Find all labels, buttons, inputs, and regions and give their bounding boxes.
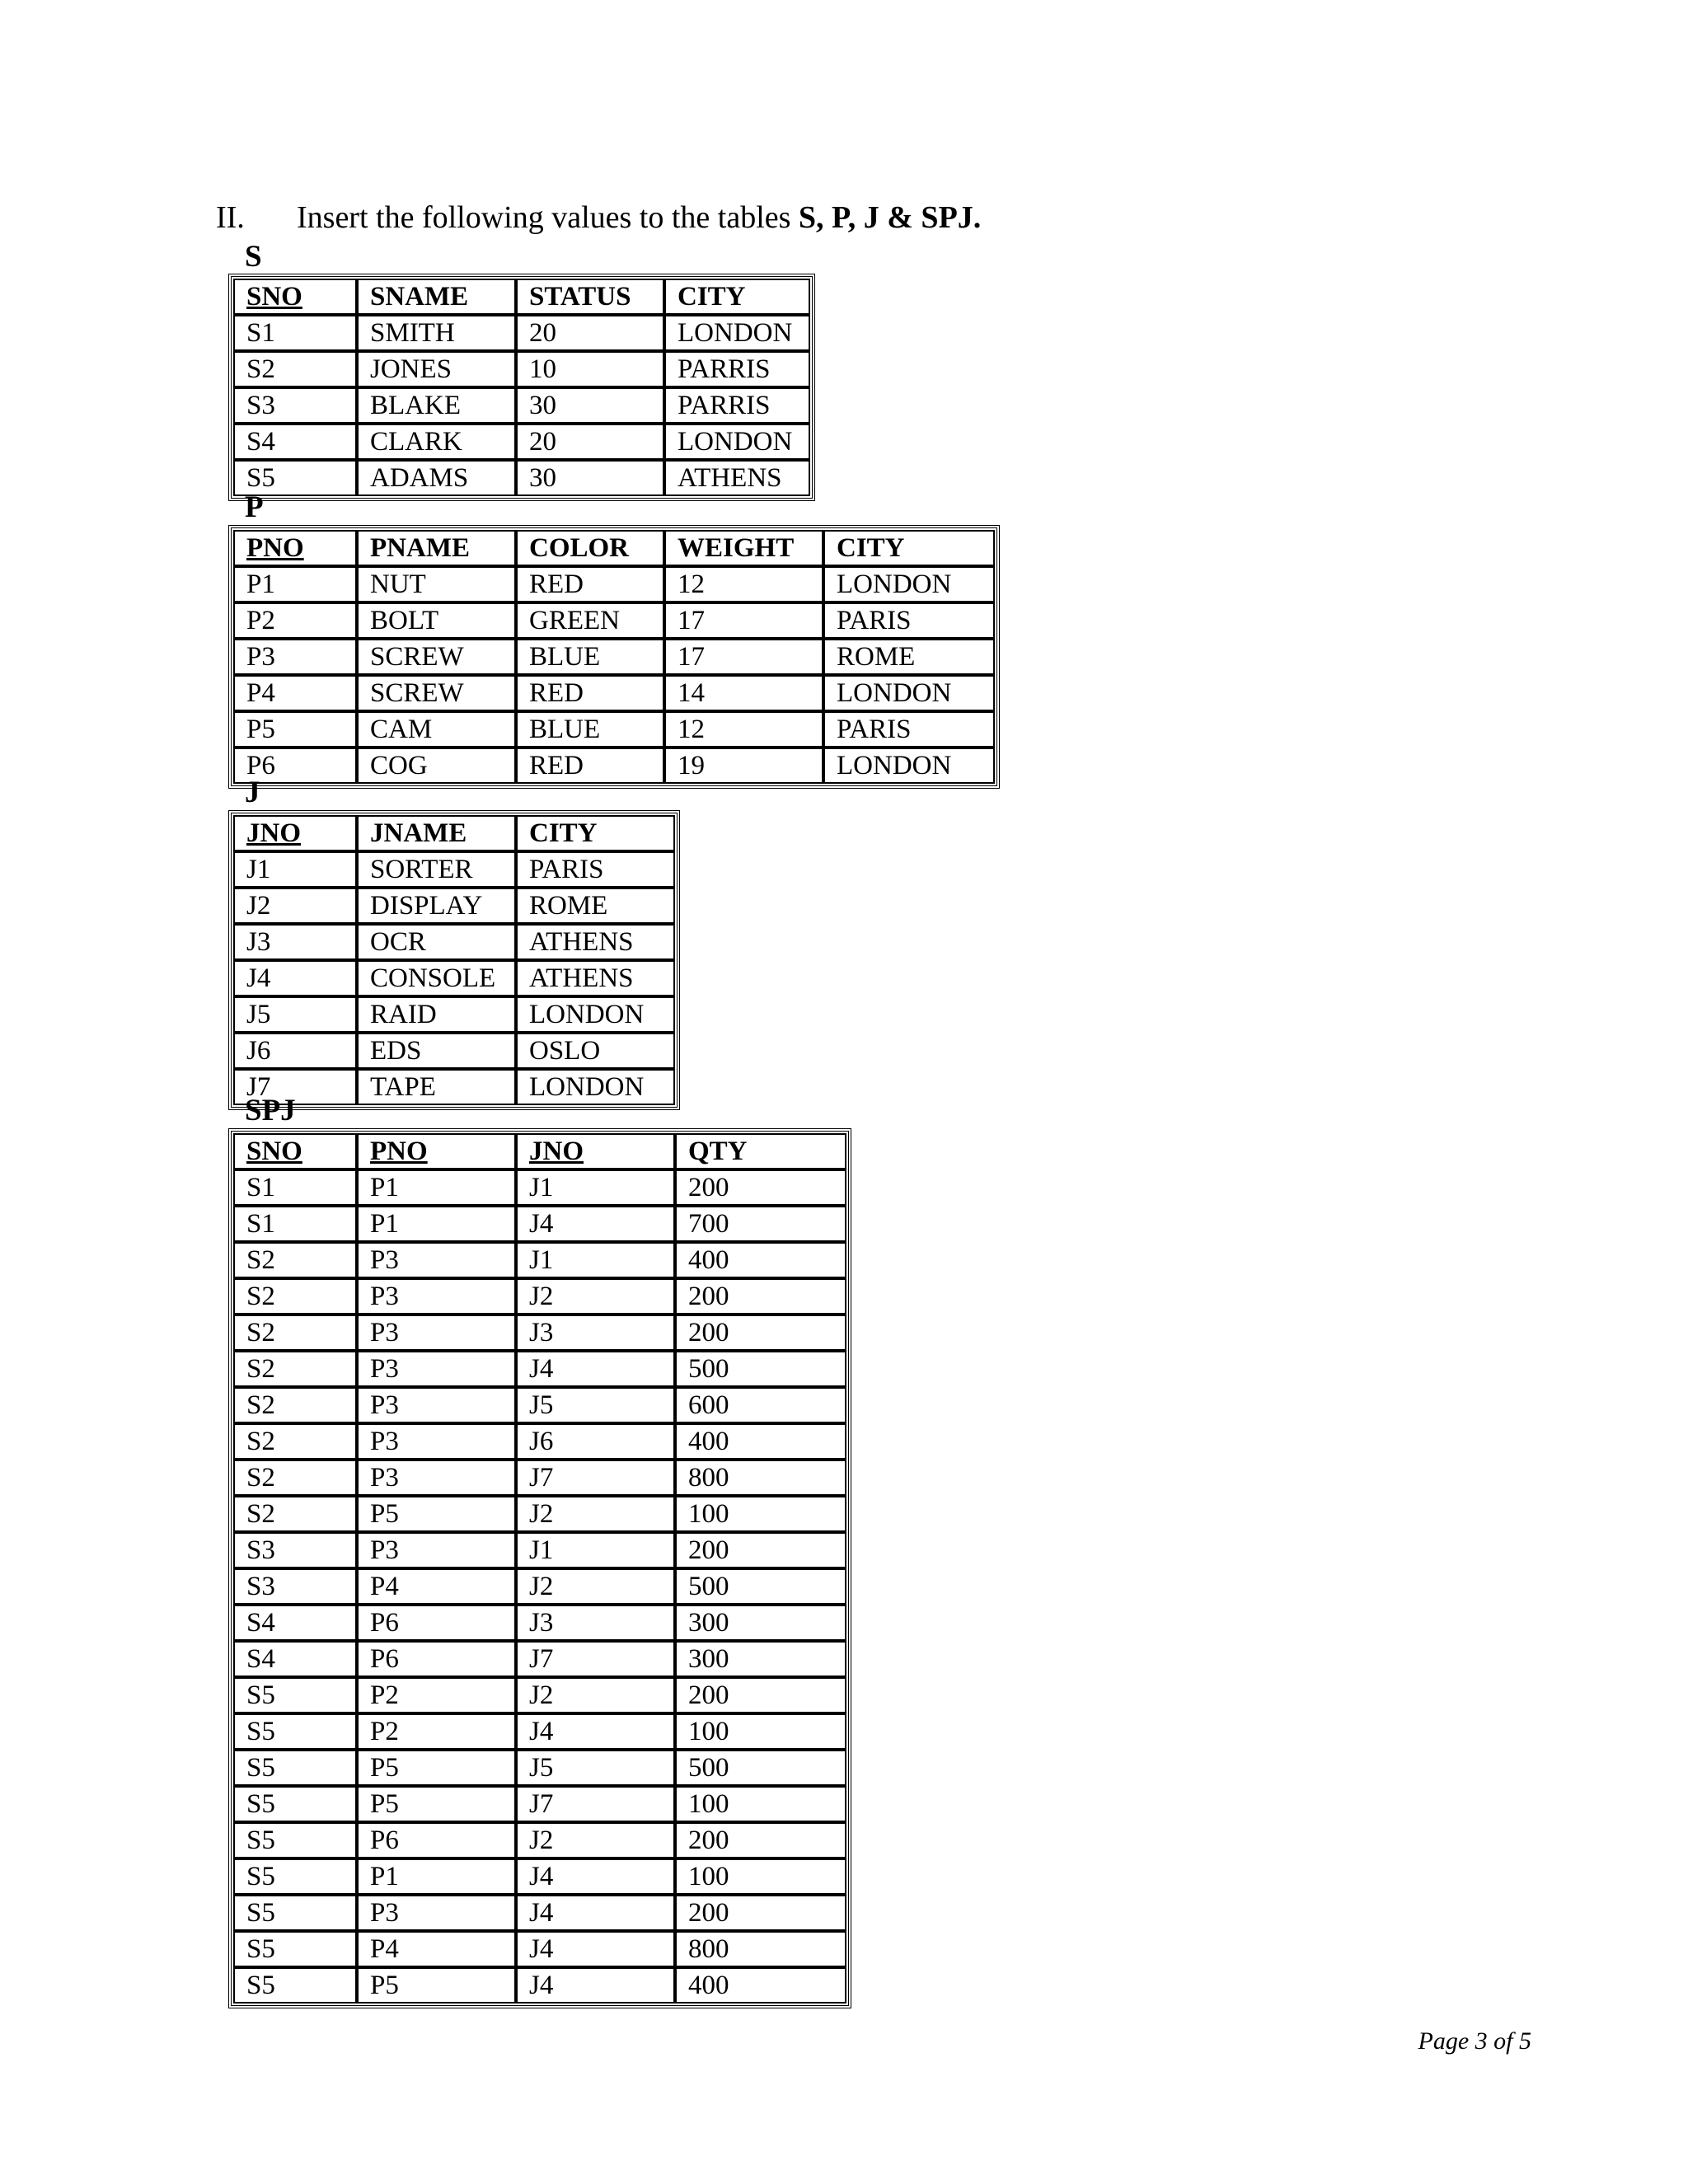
table-row: [233, 1496, 846, 1532]
table-cell: P1: [357, 1169, 516, 1206]
table-cell: BOLT: [357, 602, 516, 639]
table-cell: 300: [675, 1605, 846, 1641]
table-cell: PARIS: [823, 602, 995, 639]
table-cell: P5: [357, 1967, 516, 2004]
table-cell: P5: [233, 711, 357, 748]
table-cell: J7: [233, 1069, 357, 1105]
table-row: [233, 639, 995, 675]
table-cell: S1: [233, 1169, 357, 1206]
table-cell: 300: [675, 1641, 846, 1677]
table-cell: P6: [357, 1605, 516, 1641]
column-header: SNAME: [357, 279, 516, 315]
table-row: [233, 1460, 846, 1496]
table-row: [233, 748, 995, 784]
table-cell: S2: [233, 1278, 357, 1315]
table-cell: CONSOLE: [357, 960, 516, 996]
table-cell: SCREW: [357, 675, 516, 711]
table-cell: S5: [233, 1713, 357, 1750]
table-cell: P3: [357, 1895, 516, 1931]
table-cell: S2: [233, 1315, 357, 1351]
table-cell: RED: [516, 748, 664, 784]
table-cell: 700: [675, 1206, 846, 1242]
table-row: [233, 1532, 846, 1568]
table-cell: J4: [516, 1967, 675, 2004]
table-cell: P5: [357, 1786, 516, 1822]
table-cell: J3: [516, 1315, 675, 1351]
table-header-row: [233, 1133, 846, 1169]
table-header-row: [233, 279, 810, 315]
table-cell: BLUE: [516, 639, 664, 675]
table-row: [233, 996, 675, 1033]
table-row: [233, 1387, 846, 1423]
table-row: [233, 960, 675, 996]
table-cell: J1: [233, 851, 357, 888]
table-cell: S2: [233, 1460, 357, 1496]
table-cell: 400: [675, 1242, 846, 1278]
page-footer: Page 3 of 5: [1418, 2027, 1531, 2055]
table-cell: P3: [357, 1315, 516, 1351]
table-j: [228, 810, 680, 1110]
table-p: [228, 525, 1000, 789]
table-row: [233, 602, 995, 639]
table-row: [233, 424, 810, 460]
table-cell: S5: [233, 1967, 357, 2004]
table-cell: 500: [675, 1750, 846, 1786]
table-row: [233, 1822, 846, 1858]
table-cell: P5: [357, 1750, 516, 1786]
table-cell: S2: [233, 1351, 357, 1387]
table-s: [228, 274, 815, 501]
table-cell: J4: [516, 1713, 675, 1750]
table-cell: J4: [516, 1895, 675, 1931]
table-cell: 12: [664, 566, 823, 602]
table-cell: LONDON: [823, 566, 995, 602]
table-cell: S1: [233, 1206, 357, 1242]
column-header: CITY: [664, 279, 810, 315]
table-cell: P1: [357, 1858, 516, 1895]
table-cell: J4: [516, 1931, 675, 1967]
table-row: [233, 1206, 846, 1242]
table-cell: 400: [675, 1423, 846, 1460]
table-row: [233, 1786, 846, 1822]
table-cell: P3: [357, 1423, 516, 1460]
table-cell: P4: [357, 1931, 516, 1967]
table-title-p: P: [245, 490, 264, 524]
table-row: [233, 888, 675, 924]
table-cell: LONDON: [516, 996, 675, 1033]
table-cell: J3: [233, 924, 357, 960]
table-row: [233, 566, 995, 602]
table-cell: P3: [357, 1351, 516, 1387]
table-cell: 800: [675, 1931, 846, 1967]
table-title-j: J: [245, 776, 260, 809]
table-cell: 20: [516, 424, 664, 460]
table-cell: 17: [664, 602, 823, 639]
table-cell: TAPE: [357, 1069, 516, 1105]
table-cell: 800: [675, 1460, 846, 1496]
table-cell: P1: [233, 566, 357, 602]
table-title-s: S: [245, 240, 262, 274]
table-cell: P6: [357, 1822, 516, 1858]
table-row: [233, 1677, 846, 1713]
section-instruction: Insert the following values to the tables: [297, 200, 799, 235]
table-cell: P5: [357, 1496, 516, 1532]
table-cell: J6: [516, 1423, 675, 1460]
table-cell: 17: [664, 639, 823, 675]
table-cell: P6: [233, 748, 357, 784]
table-row: [233, 1242, 846, 1278]
table-cell: S4: [233, 1605, 357, 1641]
table-row: [233, 1169, 846, 1206]
table-cell: SMITH: [357, 315, 516, 351]
table-cell: 30: [516, 460, 664, 496]
table-cell: RED: [516, 675, 664, 711]
table-cell: JONES: [357, 351, 516, 387]
table-cell: P2: [357, 1677, 516, 1713]
table-row: [233, 387, 810, 424]
table-cell: P3: [357, 1242, 516, 1278]
table-cell: 20: [516, 315, 664, 351]
table-row: [233, 1351, 846, 1387]
table-cell: P3: [357, 1460, 516, 1496]
section-number: II.: [216, 200, 245, 235]
table-cell: DISPLAY: [357, 888, 516, 924]
table-cell: S5: [233, 1931, 357, 1967]
table-cell: J1: [516, 1242, 675, 1278]
table-cell: S1: [233, 315, 357, 351]
table-cell: 400: [675, 1967, 846, 2004]
table-header-row: [233, 530, 995, 566]
table-cell: 100: [675, 1496, 846, 1532]
table-cell: COG: [357, 748, 516, 784]
column-header: PNO: [357, 1133, 516, 1169]
column-header: JNO: [233, 815, 357, 851]
table-cell: S2: [233, 1242, 357, 1278]
table-cell: S5: [233, 1895, 357, 1931]
table-cell: J1: [516, 1532, 675, 1568]
table-row: [233, 1931, 846, 1967]
column-header: PNAME: [357, 530, 516, 566]
table-cell: J6: [233, 1033, 357, 1069]
table-cell: 200: [675, 1895, 846, 1931]
table-cell: LONDON: [664, 424, 810, 460]
table-cell: GREEN: [516, 602, 664, 639]
table-row: [233, 675, 995, 711]
table-cell: LONDON: [823, 675, 995, 711]
table-cell: OCR: [357, 924, 516, 960]
table-cell: S3: [233, 387, 357, 424]
table-cell: J5: [516, 1750, 675, 1786]
table-cell: 500: [675, 1351, 846, 1387]
table-row: [233, 1605, 846, 1641]
table-cell: OSLO: [516, 1033, 675, 1069]
table-cell: S5: [233, 460, 357, 496]
table-cell: J7: [516, 1460, 675, 1496]
table-cell: SCREW: [357, 639, 516, 675]
table-row: [233, 351, 810, 387]
table-cell: J7: [516, 1786, 675, 1822]
table-cell: 30: [516, 387, 664, 424]
table-cell: S3: [233, 1568, 357, 1605]
table-row: [233, 851, 675, 888]
table-cell: J2: [516, 1677, 675, 1713]
table-cell: EDS: [357, 1033, 516, 1069]
table-cell: J4: [233, 960, 357, 996]
table-cell: RAID: [357, 996, 516, 1033]
table-cell: ATHENS: [664, 460, 810, 496]
table-cell: S5: [233, 1858, 357, 1895]
table-cell: J2: [516, 1822, 675, 1858]
table-cell: J2: [516, 1568, 675, 1605]
table-cell: SORTER: [357, 851, 516, 888]
table-cell: BLAKE: [357, 387, 516, 424]
column-header: JNO: [516, 1133, 675, 1169]
table-cell: CAM: [357, 711, 516, 748]
table-cell: 200: [675, 1677, 846, 1713]
table-row: [233, 1069, 675, 1105]
table-cell: S5: [233, 1750, 357, 1786]
section-heading: [216, 198, 981, 237]
table-cell: 100: [675, 1858, 846, 1895]
table-row: [233, 924, 675, 960]
table-row: [233, 1895, 846, 1931]
table-cell: P4: [357, 1568, 516, 1605]
table-cell: LONDON: [823, 748, 995, 784]
table-cell: 200: [675, 1278, 846, 1315]
table-header-row: [233, 815, 675, 851]
column-header: QTY: [675, 1133, 846, 1169]
table-cell: S2: [233, 351, 357, 387]
table-cell: S2: [233, 1496, 357, 1532]
table-row: [233, 1858, 846, 1895]
table-row: [233, 1278, 846, 1315]
table-cell: J2: [516, 1496, 675, 1532]
table-cell: NUT: [357, 566, 516, 602]
table-cell: LONDON: [516, 1069, 675, 1105]
table-row: [233, 460, 810, 496]
table-cell: ADAMS: [357, 460, 516, 496]
table-cell: 19: [664, 748, 823, 784]
table-cell: P3: [233, 639, 357, 675]
table-cell: P3: [357, 1278, 516, 1315]
table-cell: 14: [664, 675, 823, 711]
table-cell: S5: [233, 1677, 357, 1713]
table-cell: PARRIS: [664, 351, 810, 387]
table-cell: J4: [516, 1858, 675, 1895]
table-cell: P4: [233, 675, 357, 711]
table-cell: S2: [233, 1387, 357, 1423]
table-row: [233, 1967, 846, 2004]
table-cell: RED: [516, 566, 664, 602]
table-title-spj: SPJ: [245, 1094, 296, 1127]
table-cell: J2: [233, 888, 357, 924]
table-cell: P6: [357, 1641, 516, 1677]
table-cell: P2: [233, 602, 357, 639]
column-header: CITY: [516, 815, 675, 851]
table-cell: ROME: [823, 639, 995, 675]
table-cell: 200: [675, 1315, 846, 1351]
table-cell: BLUE: [516, 711, 664, 748]
table-cell: J4: [516, 1206, 675, 1242]
table-cell: ROME: [516, 888, 675, 924]
table-cell: J1: [516, 1169, 675, 1206]
table-cell: J5: [516, 1387, 675, 1423]
table-row: [233, 711, 995, 748]
table-spj: [228, 1128, 851, 2008]
table-cell: S5: [233, 1822, 357, 1858]
table-cell: 600: [675, 1387, 846, 1423]
table-row: [233, 1713, 846, 1750]
column-header: SNO: [233, 279, 357, 315]
table-cell: S2: [233, 1423, 357, 1460]
table-cell: S3: [233, 1532, 357, 1568]
table-cell: CLARK: [357, 424, 516, 460]
table-cell: S4: [233, 1641, 357, 1677]
table-cell: S4: [233, 424, 357, 460]
table-cell: 200: [675, 1822, 846, 1858]
column-header: CITY: [823, 530, 995, 566]
column-header: STATUS: [516, 279, 664, 315]
table-cell: 200: [675, 1169, 846, 1206]
column-header: WEIGHT: [664, 530, 823, 566]
table-cell: 100: [675, 1713, 846, 1750]
column-header: COLOR: [516, 530, 664, 566]
table-row: [233, 1641, 846, 1677]
table-cell: LONDON: [664, 315, 810, 351]
table-row: [233, 1033, 675, 1069]
table-cell: J4: [516, 1351, 675, 1387]
column-header: PNO: [233, 530, 357, 566]
table-cell: J3: [516, 1605, 675, 1641]
table-cell: J2: [516, 1278, 675, 1315]
table-cell: 12: [664, 711, 823, 748]
table-cell: 200: [675, 1532, 846, 1568]
table-cell: 500: [675, 1568, 846, 1605]
table-row: [233, 315, 810, 351]
table-cell: 10: [516, 351, 664, 387]
column-header: JNAME: [357, 815, 516, 851]
section-table-list: S, P, J & SPJ.: [798, 200, 982, 235]
table-cell: PARIS: [516, 851, 675, 888]
column-header: SNO: [233, 1133, 357, 1169]
table-cell: P1: [357, 1206, 516, 1242]
table-row: [233, 1568, 846, 1605]
table-cell: P2: [357, 1713, 516, 1750]
table-cell: ATHENS: [516, 960, 675, 996]
table-row: [233, 1750, 846, 1786]
table-cell: ATHENS: [516, 924, 675, 960]
table-cell: S5: [233, 1786, 357, 1822]
table-cell: 100: [675, 1786, 846, 1822]
table-cell: J5: [233, 996, 357, 1033]
table-row: [233, 1315, 846, 1351]
table-cell: P3: [357, 1387, 516, 1423]
table-row: [233, 1423, 846, 1460]
table-cell: J7: [516, 1641, 675, 1677]
table-cell: PARIS: [823, 711, 995, 748]
table-cell: P3: [357, 1532, 516, 1568]
table-cell: PARRIS: [664, 387, 810, 424]
